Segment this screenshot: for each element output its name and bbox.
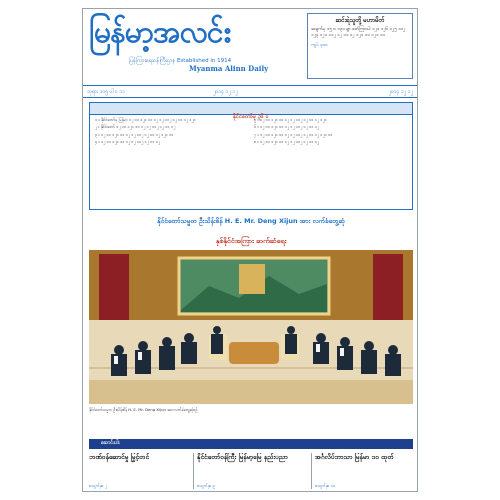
lead-right-column [254,117,408,147]
dateline-left: ဘုရား ၁၀၅ ပါ ဝ ၁၁ [87,89,125,95]
column-divider [193,453,194,489]
notice-box [307,13,413,79]
teaser-page: စာမျက်နှာ ၉ [197,483,215,488]
section-bar [89,439,413,449]
notice-body: အချက်မှ ၁၅ ဝ ၁၃၁ ရွာ ဖတ်ကြားပါ ၁၂၁ ၁၂၆ ၁၂၅ ၁၁၂ ၁၂၃ ၁၂၁ ၁၁၂ ၁၂ ၁၁ ၁၂ ၁၂၁ ၁၁ ၁၂၁ ၁၁ [311,27,406,39]
meeting-photo [89,250,413,404]
english-name: Myanma Alinn Daily [189,64,269,73]
lead-paragraph: ၃ ။ ၁၂ ၁၁ ၁၂၁ ၁၁ ၁၂ ၁၂ ၁၁၂ ၁၂ ၁၁ ၁၂ ၁၂၁ ၁၁ [95,131,174,137]
lead-paragraph: ၆ ။ ၁၂ ၁၁ ၁၂၁ ၁၁ ၁၂ ၁၂ ၁၁၂ ၁၂ ၁၁ ၁၂ [254,124,319,130]
lead-band-title: နိုင်ငံတော်မှ ၃၆ ဝ [233,114,269,120]
price-label: ကျပ် ၃၀၀ [311,42,328,48]
dateline-center: ၂၀၁၄ ၁၂ ၁၂ [213,89,238,95]
dateline-right: ၂၀၁၄ ၁၂ ၁၂ [388,89,413,95]
photo-caption: နိုင်ငံတော်သမ္မတ ဦးသိန်းစိန် H. E. Mr. Deng Xijun အား လက်ခံတွေ့ဆုံစဉ် [89,407,198,412]
established-line: ပြန်ကြားရေးဝန်ကြီးဌာန Established in 1914 [129,58,232,64]
teaser-page: စာမျက်နှာ ၂ [89,483,107,488]
main-headline: နိုင်ငံတော်သမ္မတ ဦးသိန်းစိန် H. E. Mr. Deng Xijun အား လက်ခံတွေ့ဆုံ [157,217,345,225]
front-page-photo [89,250,413,404]
masthead [89,13,303,77]
lead-paragraph: ၅ ။ ၁၂ ၁၁ ၁၂၁ ၁၁ ၁၂ ၁၂ ၁၁၂ ၁၂ ၁၁ ၁၂ ၁၂၁ [254,117,327,122]
lead-left-column [95,117,249,147]
lead-paragraph: ၂ ။ နိုင်ငံတော် ၁၂ ၁၁ ၁၂၁ ၁၁ ၁၂ ၁၂ ၁၁၂ ၁၂ ၁၁ ၁၂ [95,124,176,130]
section-label: ဆောင်းပါး [101,440,120,446]
sub-headline: နှစ်နိုင်ငံအကြား ဆက်ဆံရေး [215,237,287,245]
teaser-title: နိုင်ငံတော်ဝန်ကြီး မြန်မာ့မြေ နည်းပညာ [197,453,288,461]
lead-paragraph: ၁ ။ နိုင်ငံတော်မှ မြန်မာ ၁၂ ၁၁ ၁၂၁ ၁၁ ၁၂ ၁၂ ၁၁၂ ၁၂ ၁၁ ၁၂ ၁၂၁ [95,117,196,122]
teaser-title: ဘဏ်ဝန်ဆောင်မှု မြှင့်တင် [89,453,149,461]
lead-paragraph: ၈ ။ ၁၂ ၁၁ ၁၂၁ ၁၁ ၁၂ ၁၂ ၁၁၂ ၁၂ ၁၁ ၁၂ [254,139,319,145]
teaser-page: စာမျက်နှာ ၁၀ [315,483,336,488]
column-divider [311,453,312,489]
teaser-title: အင်္ဂလိပ်ဘာသာ မြန်မာ ၁၀ ထုတ် [315,453,394,461]
masthead-logo: မြန်မာ့အလင်း [89,15,231,50]
lead-story-box [89,102,413,210]
notice-title: ဆင်းရဲသူတို့ မဟာမိတ် [335,17,385,24]
lead-paragraph: ၇ ။ ၁၂ ၁၁ ၁၂၁ ၁၁ ၁၂ ၁၂ ၁၁၂ ၁၂ ၁၁ ၁၂ ၁၂၁ ၁၁ [254,131,333,137]
lead-paragraph: ၄ ။ ၁၂ ၁၁ ၁၂၁ ၁၁ ၁၂ ၁၂ ၁၁၂ ၁၂ ၁၁ ၁၂ [95,139,160,145]
dateline-bar [83,85,417,98]
newspaper-page [82,8,418,492]
